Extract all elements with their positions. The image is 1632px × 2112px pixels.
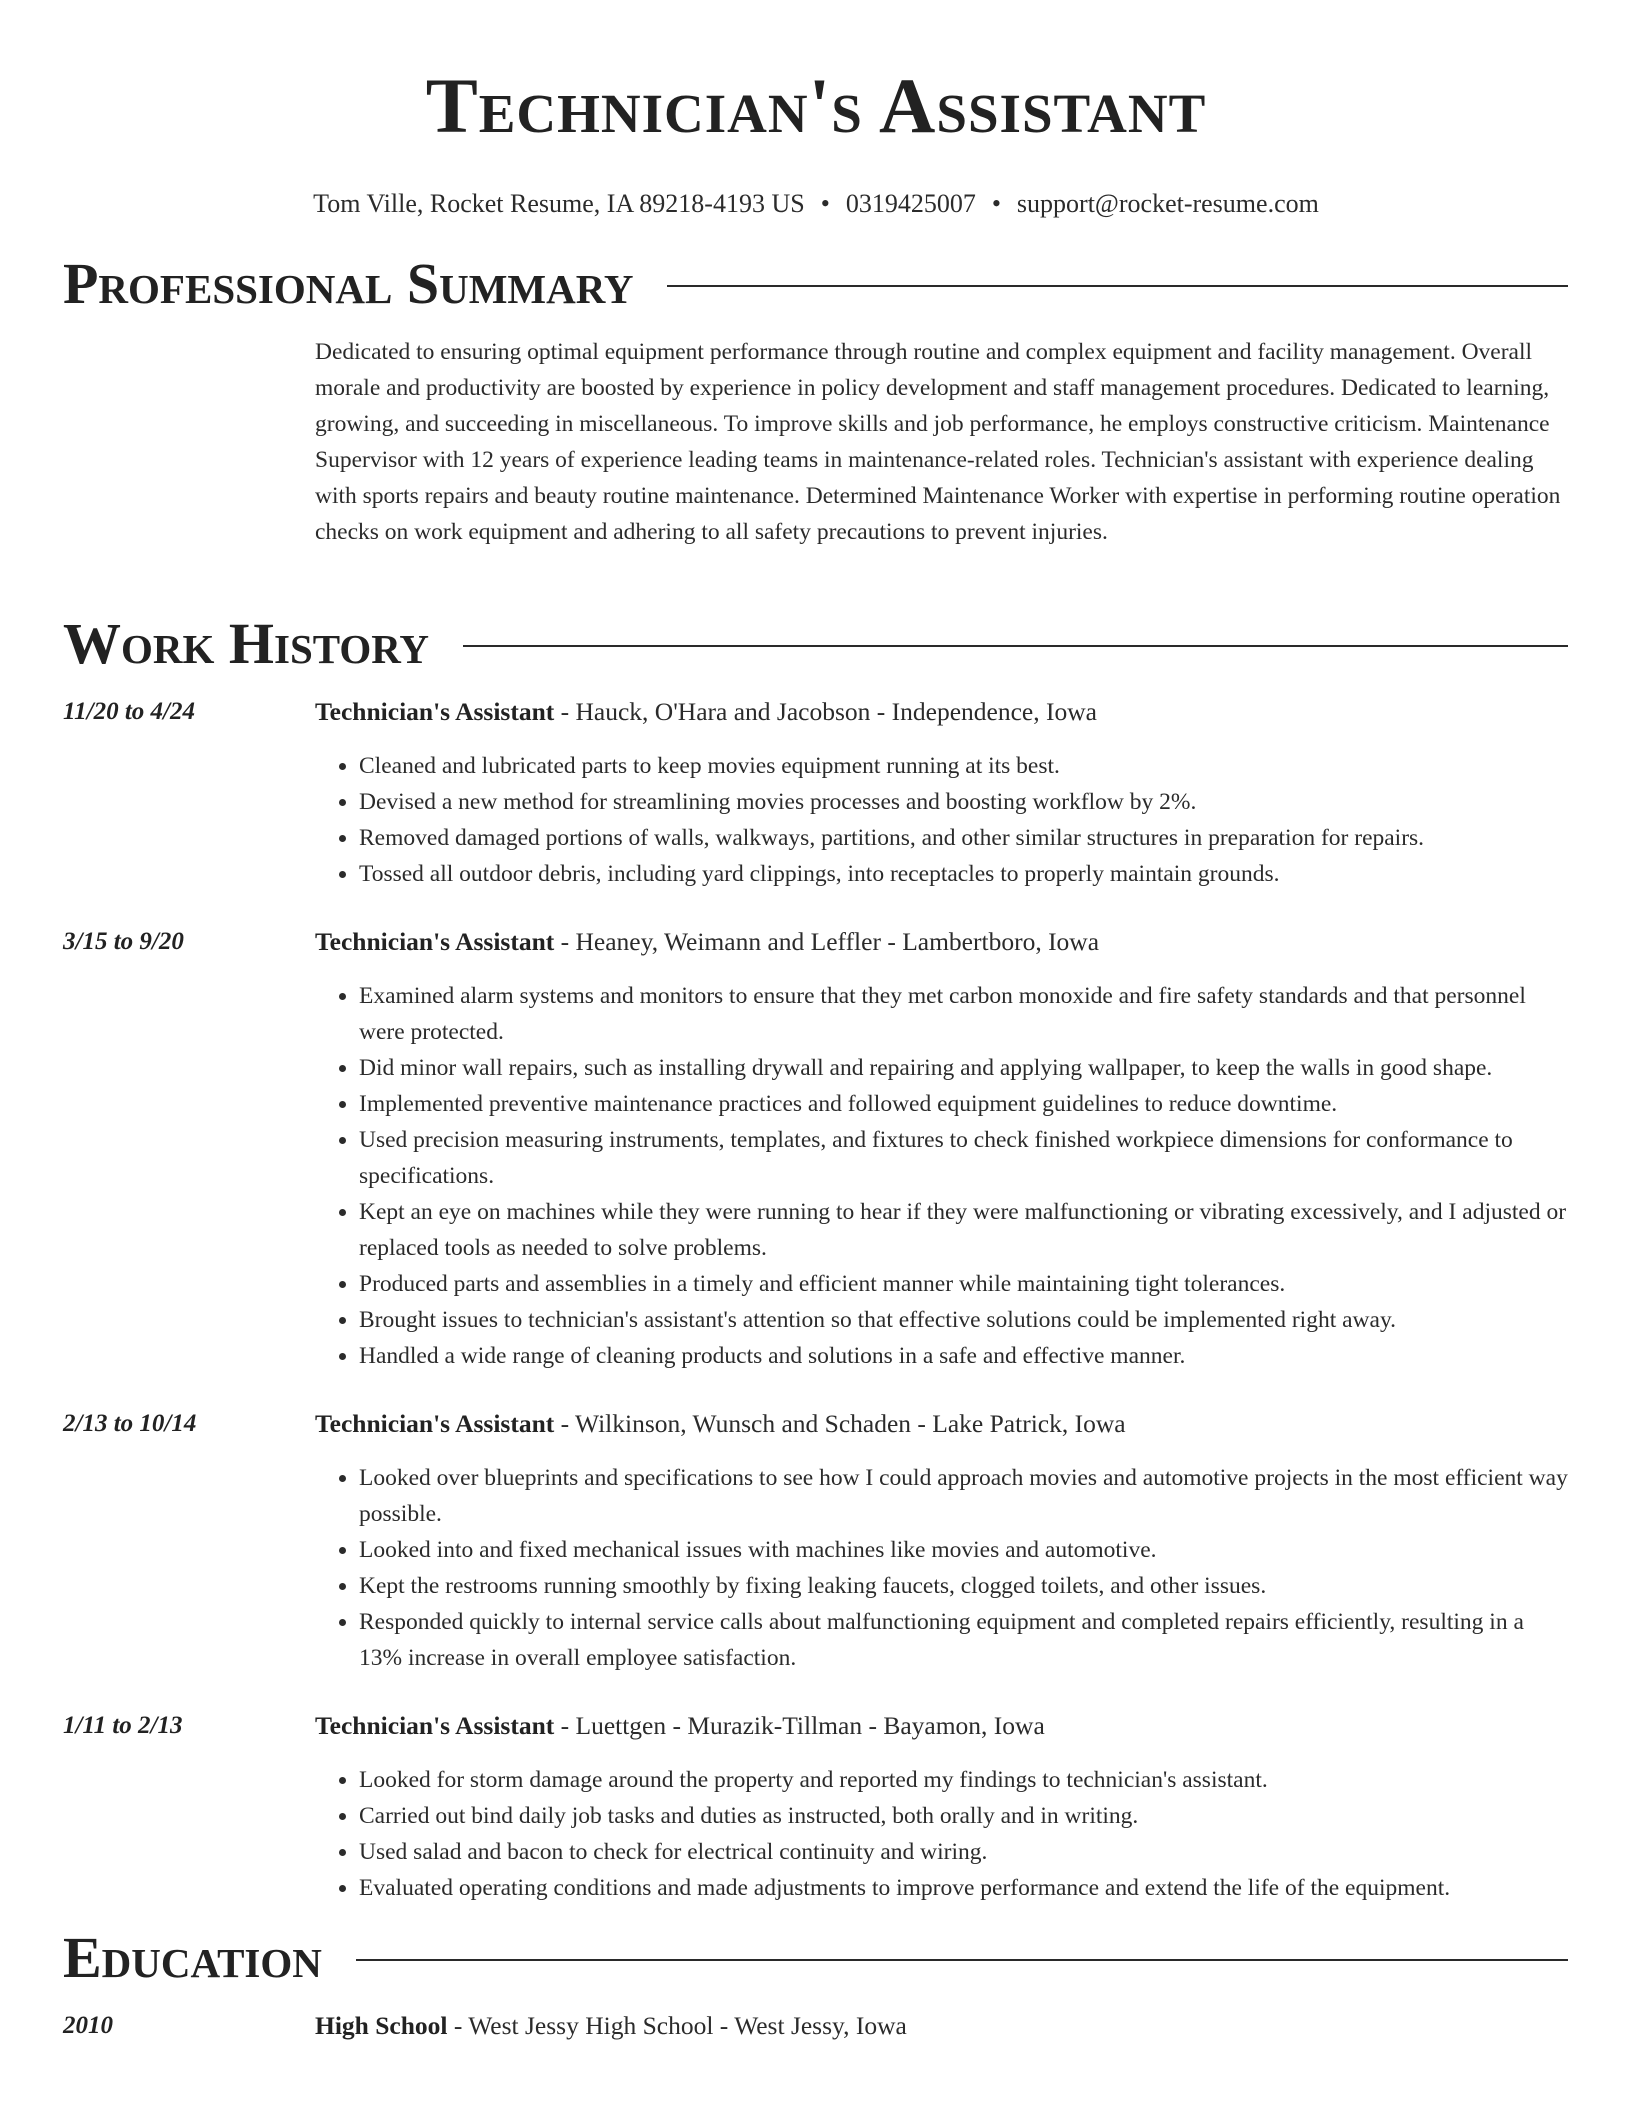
resume-title: Technician's Assistant [425,62,1207,149]
job-entry [63,694,1568,892]
job-bullet: • Carried out bind daily job tasks and duties as instructed, both orally and in writing. [359,1798,1568,1834]
job-bullet: • Used salad and bacon to check for electrical continuity and wiring. [359,1834,1568,1870]
education-section-header [63,1926,1568,1990]
education-heading: Education [63,1925,322,1990]
contact-separator: • [991,189,1001,218]
summary-heading: Professional Summary [63,251,634,316]
job-bullet: • Kept an eye on machines while they were running to hear if they were malfunctioning or vibrating excessively, and I adjusted or replaced tools as needed to solve problems. [359,1194,1568,1266]
job-details: - Hauck, O'Hara and Jacobson - Independence, Iowa [554,697,1097,726]
job-entry [63,1406,1568,1676]
job-bullet: • Looked over blueprints and specifications to see how I could approach movies and automotive projects in the most efficient way possible. [359,1460,1568,1532]
contact-address: Tom Ville, Rocket Resume, IA 89218-4193 US [313,189,805,218]
job-bullet-list [315,1460,1568,1676]
job-bullet: • Evaluated operating conditions and made adjustments to improve performance and extend the life of the equipment. [359,1870,1568,1906]
job-heading [315,924,1568,960]
job-bullet: • Responded quickly to internal service calls about malfunctioning equipment and completed repairs efficiently, resulting in a 13% increase in overall employee satisfaction. [359,1604,1568,1676]
job-details: - Wilkinson, Wunsch and Schaden - Lake Patrick, Iowa [554,1409,1126,1438]
job-bullet-list [315,748,1568,892]
job-dates: 2/13 to 10/14 [63,1410,197,1437]
job-bullet: • Produced parts and assemblies in a timely and efficient manner while maintaining tight tolerances. [359,1266,1568,1302]
job-bullet: • Implemented preventive maintenance practices and followed equipment guidelines to reduce downtime. [359,1086,1568,1122]
contact-separator: • [820,189,830,218]
contact-phone: 0319425007 [845,189,976,218]
job-bullet: • Used precision measuring instruments, templates, and fixtures to check finished workpiece dimensions for conformance to specifications. [359,1122,1568,1194]
job-bullet: • Did minor wall repairs, such as installing drywall and repairing and applying wallpaper, to keep the walls in good shape. [359,1050,1568,1086]
resume-header [0,60,1632,220]
education-year: 2010 [63,2012,113,2039]
job-bullet: • Brought issues to technician's assistant's attention so that effective solutions could be implemented right away. [359,1302,1568,1338]
job-bullet: • Devised a new method for streamlining movies processes and boosting workflow by 2%. [359,784,1568,820]
job-bullet: • Cleaned and lubricated parts to keep movies equipment running at its best. [359,748,1568,784]
section-divider [463,645,1568,647]
education-entry [63,2008,1568,2044]
job-entry [63,1708,1568,1906]
job-entry [63,924,1568,1374]
job-bullet-list [315,978,1568,1374]
job-title: Technician's Assistant [315,1711,555,1740]
work-history-heading: Work History [63,611,430,676]
summary-section-header [63,252,1568,316]
education-heading-line [315,2008,1568,2044]
job-bullet: • Kept the restrooms running smoothly by fixing leaking faucets, clogged toilets, and other issues. [359,1568,1568,1604]
job-heading [315,1708,1568,1744]
job-bullet: • Tossed all outdoor debris, including yard clippings, into receptacles to properly maintain grounds. [359,856,1568,892]
job-heading [315,1406,1568,1442]
job-title: Technician's Assistant [315,697,555,726]
job-bullet: • Examined alarm systems and monitors to ensure that they met carbon monoxide and fire safety standards and that personnel were protected. [359,978,1568,1050]
education-degree: High School [315,2011,448,2040]
job-title: Technician's Assistant [315,927,555,956]
job-details: - Luettgen - Murazik-Tillman - Bayamon, Iowa [554,1711,1045,1740]
section-divider [356,1959,1568,1961]
job-heading [315,694,1568,730]
job-bullet: • Handled a wide range of cleaning products and solutions in a safe and effective manner. [359,1338,1568,1374]
job-bullet: • Looked for storm damage around the property and reported my findings to technician's assistant. [359,1762,1568,1798]
job-dates: 1/11 to 2/13 [63,1712,183,1739]
job-details: - Heaney, Weimann and Leffler - Lambertboro, Iowa [554,927,1100,956]
work-history-section-header [63,612,1568,676]
section-divider [667,285,1568,287]
job-bullet: • Removed damaged portions of walls, walkways, partitions, and other similar structures in preparation for repairs. [359,820,1568,856]
job-bullet: • Looked into and fixed mechanical issues with machines like movies and automotive. [359,1532,1568,1568]
job-title: Technician's Assistant [315,1409,555,1438]
contact-line [0,188,1632,220]
job-bullet-list [315,1762,1568,1906]
summary-text: Dedicated to ensuring optimal equipment performance through routine and complex equipment and facility management. Overall morale and productivity are boosted by experience in policy development and staff management procedures. Dedicated to learning, growing, and succeeding in miscellaneous. To improve skills and job performance, he employs constructive criticism. Maintenance Supervisor with 12 years of experience leading teams in maintenance-related roles. Technician's assistant with experience dealing with sports repairs and beauty routine maintenance. Determined Maintenance Worker with expertise in performing routine operation checks on work equipment and adhering to all safety precautions to prevent injuries. [315,339,1561,545]
job-dates: 11/20 to 4/24 [63,698,195,725]
job-dates: 3/15 to 9/20 [63,928,184,955]
contact-email: support@rocket-resume.com [1016,189,1319,218]
education-details: - West Jessy High School - West Jessy, Iowa [447,2011,907,2040]
